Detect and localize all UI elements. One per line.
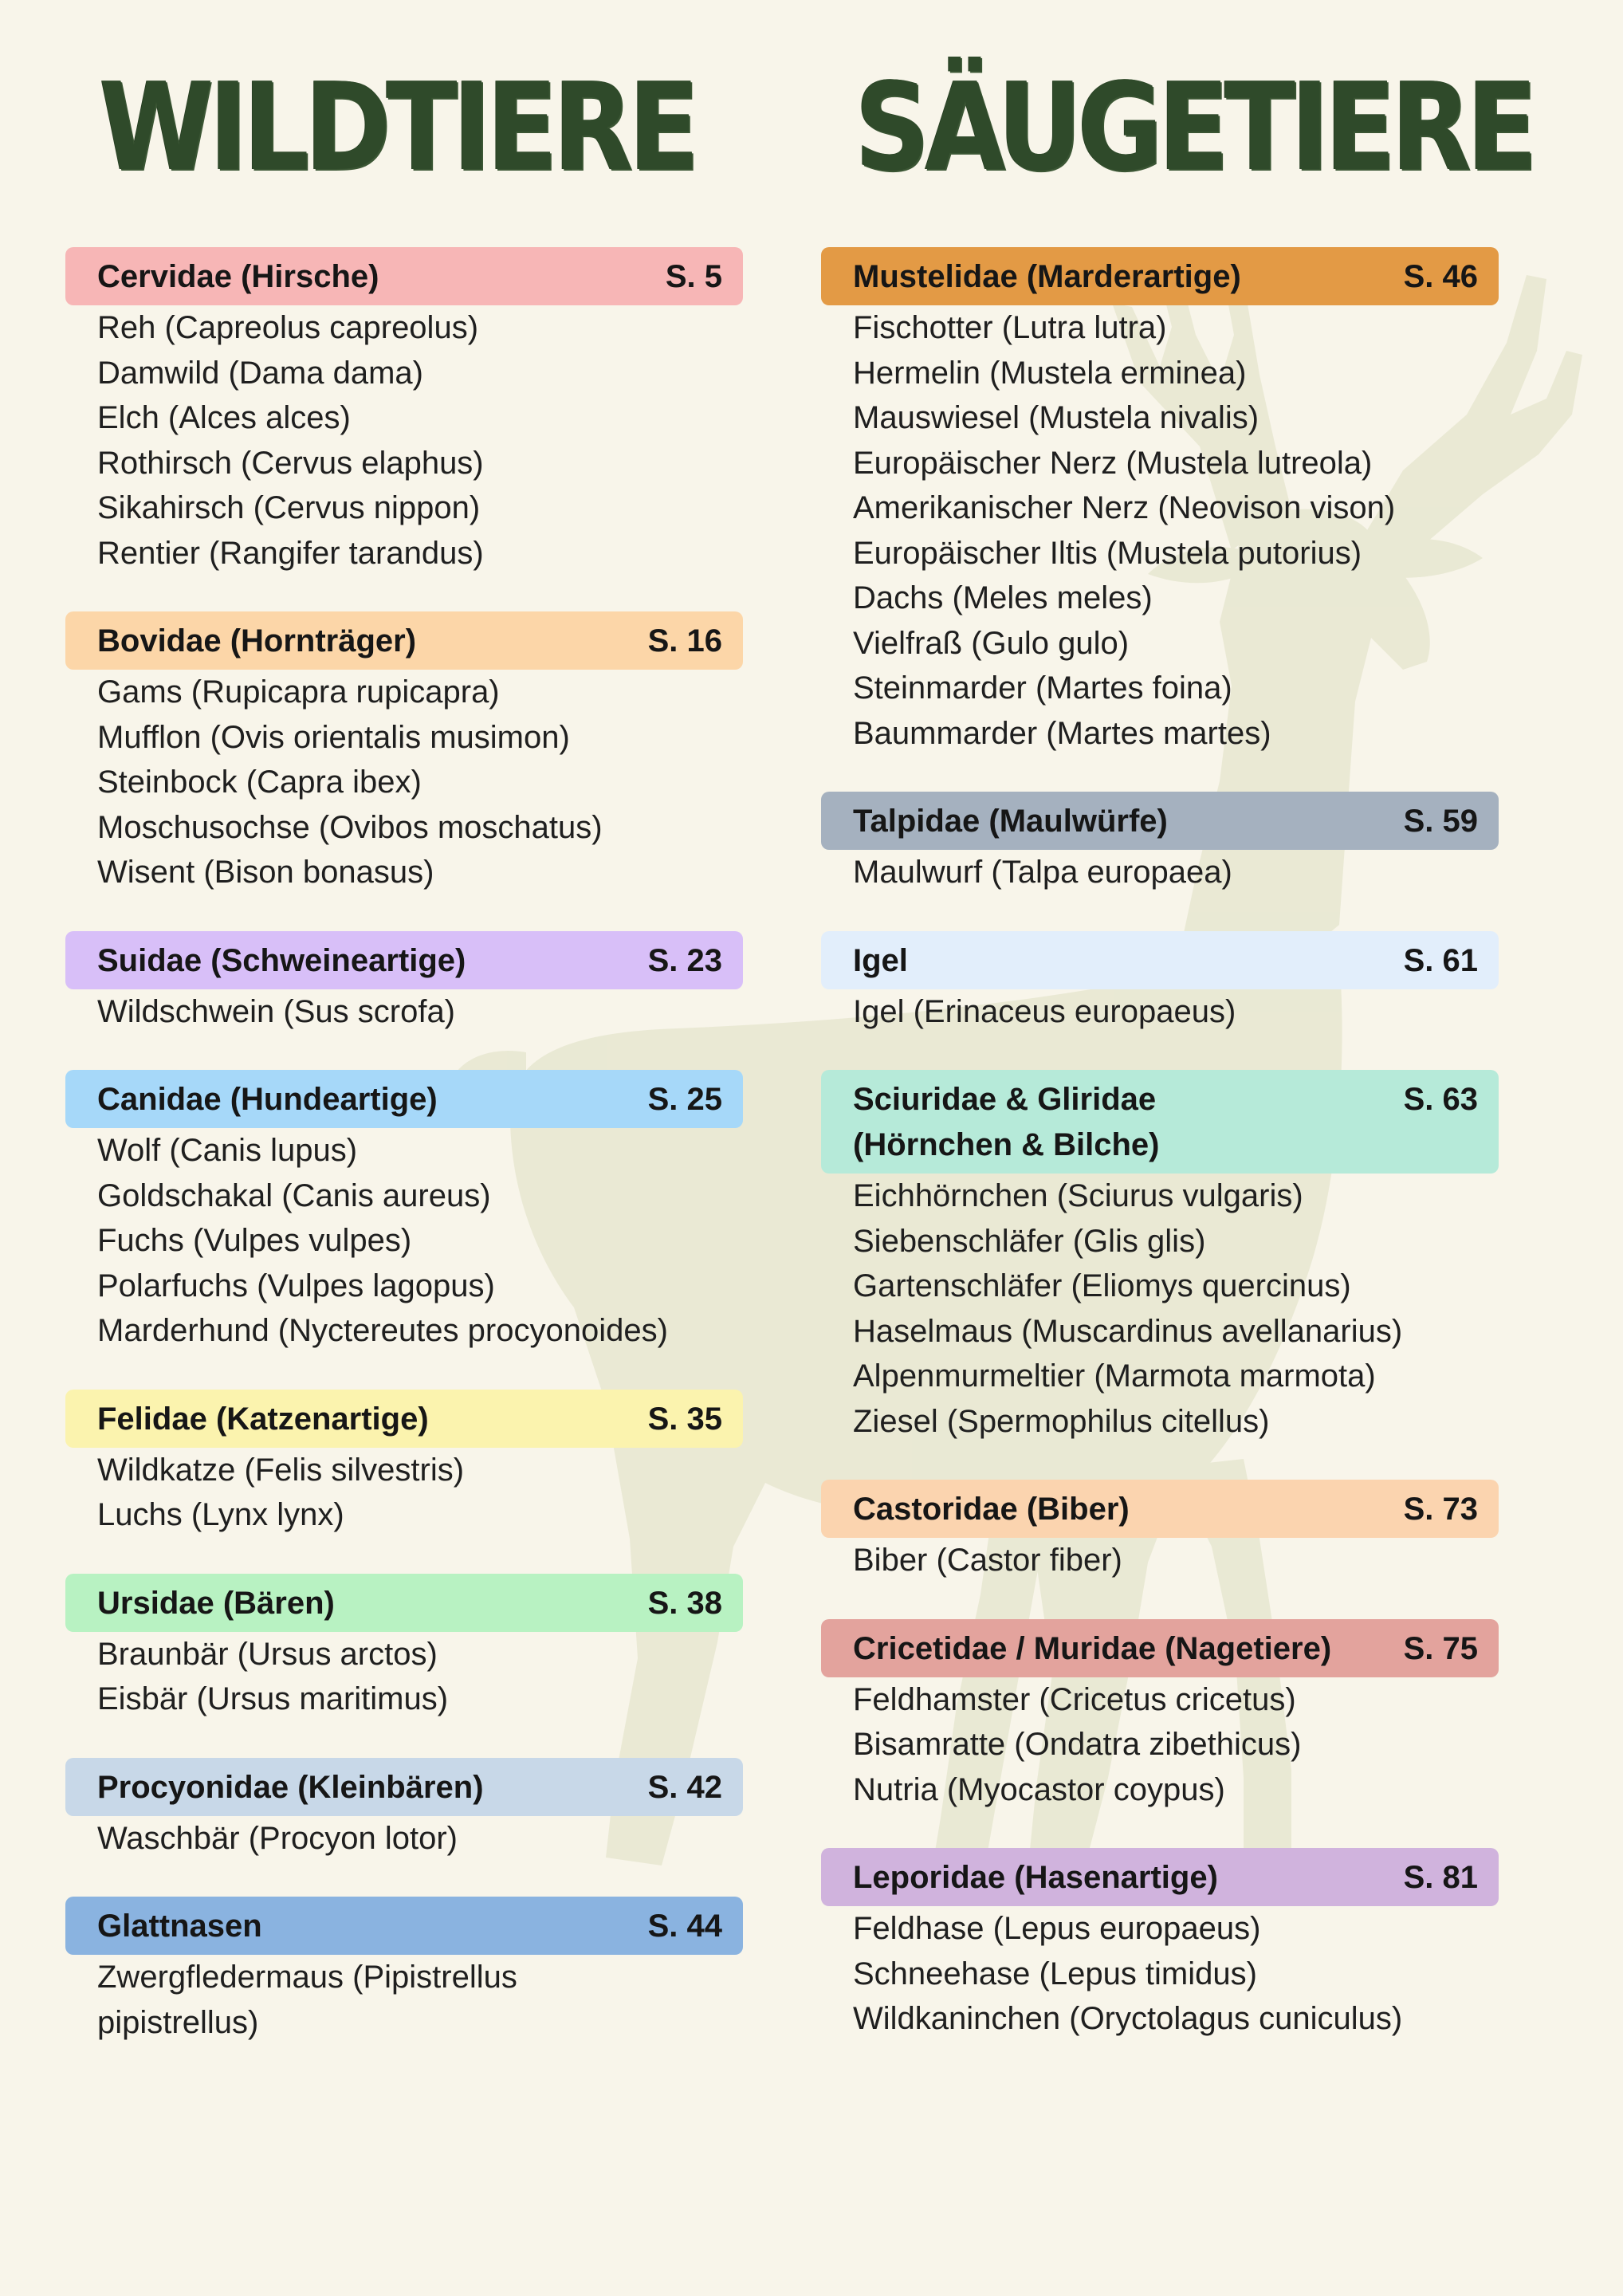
species-entry: Nutria (Myocastor coypus) <box>853 1771 1225 1807</box>
species-entry: Dachs (Meles meles) <box>853 580 1153 615</box>
species-entry: Siebenschläfer (Glis glis) <box>853 1223 1206 1259</box>
species-entry: Eisbär (Ursus maritimus) <box>97 1681 449 1716</box>
toc-section <box>65 1390 743 1538</box>
toc-section <box>821 1619 1499 1813</box>
section-title: Canidae (Hundeartige) <box>97 1082 438 1117</box>
species-entry: Wildkaninchen (Oryctolagus cuniculus) <box>853 2001 1403 2036</box>
species-entry: Baummarder (Martes martes) <box>853 715 1271 751</box>
saeugetiere-section-list <box>821 247 1499 2042</box>
species-entry: Bisamratte (Ondatra zibethicus) <box>853 1727 1302 1762</box>
section-header[interactable] <box>65 1897 743 1955</box>
species-entry: Sikahirsch (Cervus nippon) <box>97 490 481 525</box>
species-entry: Maulwurf (Talpa europaea) <box>853 855 1232 890</box>
species-entry: Feldhase (Lepus europaeus) <box>853 1911 1261 1946</box>
section-page-number: S. 23 <box>647 942 722 978</box>
species-entry: Goldschakal (Canis aureus) <box>97 1177 491 1213</box>
section-title: Cricetidae / Muridae (Nagetiere) <box>853 1630 1332 1666</box>
section-header[interactable] <box>821 1480 1499 1538</box>
section-page-number: S. 38 <box>647 1585 722 1621</box>
section-title: Procyonidae (Kleinbären) <box>97 1769 484 1805</box>
species-entry: Biber (Castor fiber) <box>853 1543 1122 1578</box>
species-entry: Rentier (Rangifer tarandus) <box>97 535 484 571</box>
species-list <box>821 1906 1499 2042</box>
species-entry: Steinbock (Capra ibex) <box>97 765 422 800</box>
species-entry: Mufflon (Ovis orientalis musimon) <box>97 719 570 755</box>
species-entry: Mauswiesel (Mustela nivalis) <box>853 400 1259 435</box>
species-entry: Waschbär (Procyon lotor) <box>97 1820 458 1856</box>
wildtiere-title: WILDTIERE <box>99 57 695 198</box>
species-entry: Gams (Rupicapra rupicapra) <box>97 674 500 710</box>
section-title: Ursidae (Bären) <box>97 1585 335 1621</box>
species-entry: Gartenschläfer (Eliomys quercinus) <box>853 1268 1351 1303</box>
species-entry: Eichhörnchen (Sciurus vulgaris) <box>853 1178 1303 1213</box>
species-entry: Igel (Erinaceus europaeus) <box>853 993 1236 1029</box>
species-entry: Europäischer Iltis (Mustela putorius) <box>853 535 1362 571</box>
section-title: Leporidae (Hasenartige) <box>853 1860 1218 1895</box>
species-list <box>821 305 1499 756</box>
species-entry: Ziesel (Spermophilus citellus) <box>853 1403 1270 1439</box>
species-entry: Reh (Capreolus capreolus) <box>97 310 479 345</box>
section-header[interactable] <box>821 1848 1499 1906</box>
species-entry: Europäischer Nerz (Mustela lutreola) <box>853 445 1373 481</box>
section-header[interactable] <box>65 1574 743 1632</box>
species-entry: Vielfraß (Gulo gulo) <box>853 625 1130 661</box>
section-header[interactable] <box>65 1070 743 1128</box>
section-page-number: S. 75 <box>1403 1630 1478 1666</box>
section-page-number: S. 42 <box>647 1769 722 1805</box>
species-entry: Amerikanischer Nerz (Neovison vison) <box>853 490 1396 525</box>
species-entry: Wolf (Canis lupus) <box>97 1133 358 1168</box>
section-header[interactable] <box>821 247 1499 305</box>
wildtiere-section-list <box>65 247 743 2045</box>
section-page-number: S. 73 <box>1403 1492 1478 1527</box>
section-header[interactable] <box>65 611 743 670</box>
species-list <box>65 1955 743 2045</box>
toc-section <box>65 1758 743 1862</box>
section-title: Talpidae (Maulwürfe) <box>853 804 1168 839</box>
section-page-number: S. 81 <box>1403 1860 1478 1895</box>
section-page-number: S. 46 <box>1403 259 1478 294</box>
species-entry: Hermelin (Mustela erminea) <box>853 355 1247 391</box>
species-list <box>65 1816 743 1862</box>
toc-section <box>65 1574 743 1722</box>
species-entry: Feldhamster (Cricetus cricetus) <box>853 1681 1296 1717</box>
species-entry: Wildschwein (Sus scrofa) <box>97 993 456 1029</box>
species-entry: Polarfuchs (Vulpes lagopus) <box>97 1268 495 1303</box>
species-list <box>65 670 743 895</box>
species-entry: Zwergfledermaus (Pipistrellus pipistrellus) <box>97 1960 517 2040</box>
section-title: Glattnasen <box>97 1909 262 1944</box>
section-header[interactable] <box>65 1390 743 1448</box>
section-page-number: S. 63 <box>1403 1082 1478 1117</box>
section-page-number: S. 5 <box>665 259 722 294</box>
toc-section <box>65 1897 743 2045</box>
section-title: Suidae (Schweineartige) <box>97 942 466 978</box>
section-header[interactable] <box>821 1619 1499 1677</box>
wildtiere-column <box>65 56 743 2081</box>
section-title: Felidae (Katzenartige) <box>97 1401 429 1437</box>
species-list <box>821 989 1499 1035</box>
toc-section <box>65 611 743 895</box>
species-list <box>65 1128 743 1354</box>
toc-section <box>65 247 743 576</box>
section-title: Igel <box>853 942 908 978</box>
species-list <box>821 1538 1499 1583</box>
species-list <box>65 1448 743 1538</box>
toc-section <box>65 931 743 1035</box>
section-header[interactable] <box>821 792 1499 850</box>
section-header[interactable] <box>65 247 743 305</box>
species-entry: Moschusochse (Ovibos moschatus) <box>97 809 603 845</box>
species-entry: Fuchs (Vulpes vulpes) <box>97 1223 412 1258</box>
species-entry: Fischotter (Lutra lutra) <box>853 310 1167 345</box>
species-list <box>821 1174 1499 1444</box>
section-page-number: S. 44 <box>647 1909 722 1944</box>
toc-section <box>821 1848 1499 2042</box>
species-entry: Schneehase (Lepus timidus) <box>853 1956 1257 1991</box>
species-entry: Marderhund (Nyctereutes procyonoides) <box>97 1313 668 1348</box>
species-entry: Elch (Alces alces) <box>97 400 351 435</box>
species-entry: Haselmaus (Muscardinus avellanarius) <box>853 1313 1403 1349</box>
section-header[interactable] <box>65 1758 743 1816</box>
saeugetiere-title: SÄUGETIERE <box>855 57 1533 198</box>
section-title: Sciuridae & Gliridae (Hörnchen & Bilche) <box>853 1082 1160 1162</box>
section-page-number: S. 61 <box>1403 942 1478 978</box>
section-header[interactable] <box>65 931 743 989</box>
species-entry: Luchs (Lynx lynx) <box>97 1497 344 1532</box>
section-title: Cervidae (Hirsche) <box>97 259 379 294</box>
species-entry: Alpenmurmeltier (Marmota marmota) <box>853 1358 1376 1394</box>
toc-section <box>821 1480 1499 1583</box>
toc-section <box>821 247 1499 756</box>
section-title: Mustelidae (Marderartige) <box>853 259 1241 294</box>
saeugetiere-column <box>821 56 1533 2078</box>
species-entry: Rothirsch (Cervus elaphus) <box>97 445 484 481</box>
species-entry: Wisent (Bison bonasus) <box>97 855 434 890</box>
section-page-number: S. 59 <box>1403 804 1478 839</box>
section-page-number: S. 25 <box>647 1082 722 1117</box>
species-list <box>821 850 1499 895</box>
species-entry: Braunbär (Ursus arctos) <box>97 1636 438 1672</box>
species-entry: Damwild (Dama dama) <box>97 355 423 391</box>
species-entry: Wildkatze (Felis silvestris) <box>97 1452 465 1488</box>
section-header[interactable] <box>821 931 1499 989</box>
species-list <box>65 1632 743 1722</box>
species-entry: Steinmarder (Martes foina) <box>853 670 1232 706</box>
species-list <box>65 989 743 1035</box>
toc-section <box>65 1070 743 1354</box>
species-list <box>821 1677 1499 1813</box>
toc-section <box>821 931 1499 1035</box>
section-header[interactable] <box>821 1070 1499 1174</box>
section-title: Bovidae (Hornträger) <box>97 623 417 659</box>
section-title: Castoridae (Biber) <box>853 1492 1130 1527</box>
species-list <box>65 305 743 576</box>
toc-section <box>821 1070 1499 1444</box>
section-page-number: S. 16 <box>647 623 722 659</box>
section-page-number: S. 35 <box>647 1401 722 1437</box>
toc-section <box>821 792 1499 895</box>
